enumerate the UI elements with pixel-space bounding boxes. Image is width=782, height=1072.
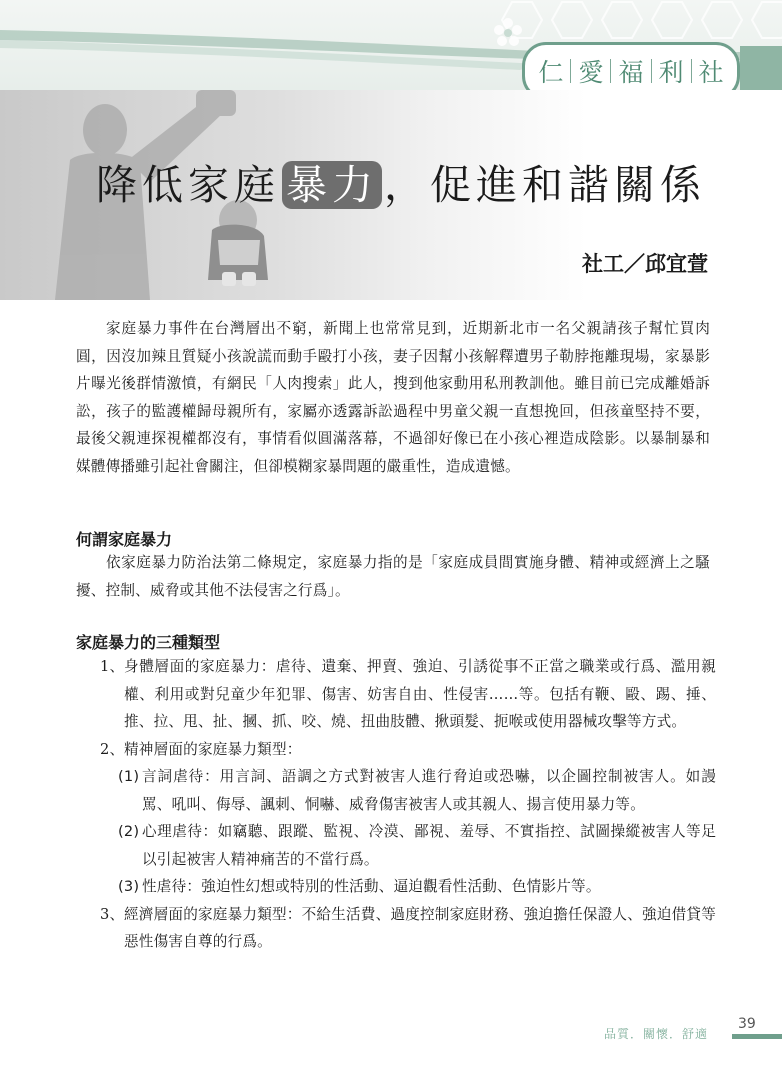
sub-list-item bbox=[76, 763, 716, 818]
sub-list-item-number: (1) bbox=[118, 768, 140, 785]
section-heading-types: 家庭暴力的三種類型 bbox=[76, 633, 221, 652]
definition-paragraph: 依家庭暴力防治法第二條規定，家庭暴力指的是「家庭成員間實施身體、精神或經濟上之騷擾、控制、威脅或其他不法侵害之行爲」。 bbox=[76, 554, 710, 599]
sub-list-item bbox=[76, 818, 716, 873]
violence-types-list bbox=[76, 653, 716, 956]
title-part: ，促進和諧關係 bbox=[384, 161, 706, 209]
column-name-char: 仁 bbox=[538, 58, 564, 87]
column-tab-accent bbox=[740, 46, 782, 90]
list-item-number: 3、 bbox=[100, 905, 125, 923]
list-item bbox=[76, 653, 716, 736]
title-part: 降低家庭 bbox=[96, 161, 280, 209]
column-name-char: 社 bbox=[698, 58, 724, 87]
sub-list-item-text: 心理虐待：如竊聽、跟蹤、監視、冷漠、鄙視、羞辱、不實指控、試圖操縱被害人等足以引起被害人精神痛苦的不當行爲。 bbox=[142, 823, 716, 868]
list-item-number: 1、 bbox=[100, 658, 125, 675]
list-item-number: 2、 bbox=[100, 740, 125, 758]
section-heading-definition: 何謂家庭暴力 bbox=[76, 530, 173, 549]
column-name-char: 福 bbox=[618, 58, 644, 87]
byline: 社工／邱宜萱 bbox=[582, 252, 708, 276]
list-item-text: 經濟層面的家庭暴力類型：不給生活費、過度控制家庭財務、強迫擔任保證人、強迫借貸等惡性傷害自尊的行爲。 bbox=[124, 905, 716, 950]
column-name-char: 愛 bbox=[578, 58, 604, 87]
footer-accent-bar bbox=[732, 1034, 782, 1039]
footer-slogan: 品質．關懷．舒適 bbox=[604, 1027, 709, 1041]
sub-list-item-text: 言詞虐待：用言詞、語調之方式對被害人進行脅迫或恐嚇，以企圖控制被害人。如謾罵、吼叫、侮辱、諷刺、恫嚇、威脅傷害被害人或其親人、揚言使用暴力等。 bbox=[142, 768, 716, 813]
list-item-text: 身體層面的家庭暴力：虐待、遺棄、押賣、強迫、引誘從事不正當之職業或行爲、濫用親權、利用或對兒童少年犯罪、傷害、妨害自由、性侵害……等。包括有鞭、毆、踢、捶、推、拉、甩、扯、摑、抓、咬、燒、扭曲肢體、揪頭髮、扼喉或使用器械攻擊等方式。 bbox=[124, 658, 716, 730]
intro-paragraph: 家庭暴力事件在台灣層出不窮，新聞上也常常見到，近期新北市一名父親請孩子幫忙買肉圓，因沒加辣且質疑小孩說謊而動手毆打小孩，妻子因幫小孩解釋遭男子勒脖拖離現場，家暴影片曝光後群情激憤，有網民「人肉搜索」此人，搜到他家動用私刑教訓他。雖目前已完成離婚訴訟，孩子的監護權歸母親所有，家屬亦透露訴訟過程中男童父親一直想挽回，但孩童堅持不要，最後父親連探視權都沒有，事情看似圓滿落幕，不過卻好像已在小孩心裡造成陰影。以暴制暴和媒體傳播雖引起社會關注，但卻模糊家暴問題的嚴重性，造成遺憾。 bbox=[76, 320, 710, 475]
page-number: 39 bbox=[738, 1016, 756, 1032]
column-name-char: 利 bbox=[658, 58, 684, 87]
flower-icon bbox=[490, 14, 526, 50]
list-item-text: 精神層面的家庭暴力類型： bbox=[124, 740, 302, 758]
sub-list-item-number: (3) bbox=[118, 878, 140, 895]
sub-list-item-number: (2) bbox=[118, 823, 140, 840]
list-item bbox=[76, 901, 716, 956]
list-item bbox=[76, 736, 716, 764]
article-title bbox=[96, 152, 706, 211]
title-highlight: 暴力 bbox=[282, 161, 382, 209]
sub-list-item-text: 性虐待：強迫性幻想或特別的性活動、逼迫觀看性活動、色情影片等。 bbox=[142, 878, 601, 895]
sub-list-item bbox=[76, 873, 716, 901]
